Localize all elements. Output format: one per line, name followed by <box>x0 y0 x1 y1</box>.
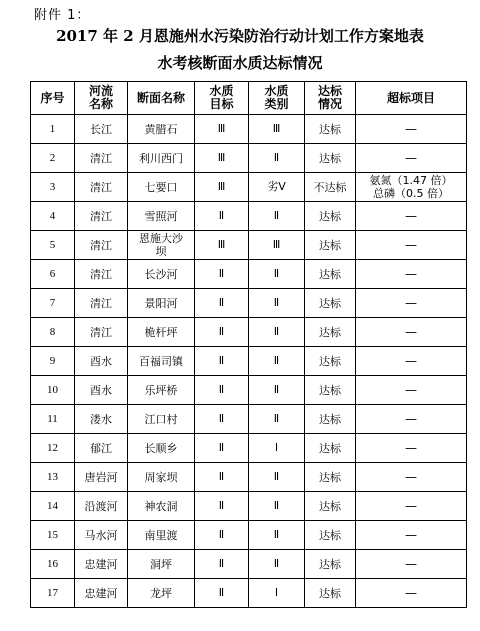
cell-quality-category: Ⅱ <box>249 289 305 318</box>
cell-river-name: 沿渡河 <box>75 492 128 521</box>
document-title-line-1: 2017 年 2 月恩施州水污染防治行动计划工作方案地表 <box>56 27 424 45</box>
column-header-target: 水质 目标 <box>195 82 249 115</box>
cell-section-name: 景阳河 <box>128 289 195 318</box>
cell-compliance-status: 达标 <box>305 260 356 289</box>
cell-quality-category: Ⅱ <box>249 463 305 492</box>
cell-exceeded-items: — <box>356 405 467 434</box>
column-header-seq: 序号 <box>31 82 75 115</box>
cell-seq: 16 <box>31 550 75 579</box>
cell-quality-category: Ⅱ <box>249 492 305 521</box>
cell-compliance-status: 达标 <box>305 144 356 173</box>
cell-target-grade: Ⅱ <box>195 463 249 492</box>
cell-seq: 6 <box>31 260 75 289</box>
cell-quality-category: Ⅱ <box>249 202 305 231</box>
cell-river-name: 郁江 <box>75 434 128 463</box>
table-row <box>31 492 467 521</box>
cell-seq: 8 <box>31 318 75 347</box>
cell-quality-category: Ⅲ <box>249 231 305 260</box>
cell-compliance-status: 不达标 <box>305 173 356 202</box>
table-row <box>31 173 467 202</box>
column-header-river: 河流 名称 <box>75 82 128 115</box>
cell-exceeded-items: — <box>356 492 467 521</box>
cell-exceeded-items: — <box>356 463 467 492</box>
table-row <box>31 318 467 347</box>
cell-compliance-status: 达标 <box>305 550 356 579</box>
cell-quality-category: Ⅰ <box>249 434 305 463</box>
cell-section-name: 黄腊石 <box>128 115 195 144</box>
cell-seq: 9 <box>31 347 75 376</box>
cell-section-name: 长沙河 <box>128 260 195 289</box>
cell-target-grade: Ⅲ <box>195 231 249 260</box>
cell-compliance-status: 达标 <box>305 405 356 434</box>
cell-section-name: 长顺乡 <box>128 434 195 463</box>
cell-target-grade: Ⅱ <box>195 579 249 608</box>
cell-target-grade: Ⅱ <box>195 434 249 463</box>
cell-exceeded-items: — <box>356 260 467 289</box>
cell-compliance-status: 达标 <box>305 231 356 260</box>
cell-seq: 17 <box>31 579 75 608</box>
cell-section-name: 雪照河 <box>128 202 195 231</box>
cell-exceeded-items: — <box>356 347 467 376</box>
cell-river-name: 忠建河 <box>75 579 128 608</box>
column-header-excess: 超标项目 <box>356 82 467 115</box>
cell-river-name: 长江 <box>75 115 128 144</box>
cell-river-name: 唐岩河 <box>75 463 128 492</box>
cell-section-name: 龙坪 <box>128 579 195 608</box>
cell-target-grade: Ⅱ <box>195 376 249 405</box>
cell-section-name: 七要口 <box>128 173 195 202</box>
cell-river-name: 清江 <box>75 260 128 289</box>
cell-seq: 2 <box>31 144 75 173</box>
cell-target-grade: Ⅱ <box>195 492 249 521</box>
cell-target-grade: Ⅱ <box>195 347 249 376</box>
cell-river-name: 清江 <box>75 318 128 347</box>
table-row <box>31 231 467 260</box>
cell-section-name: 周家坝 <box>128 463 195 492</box>
cell-section-name: 百福司镇 <box>128 347 195 376</box>
attachment-label: 附件 1： <box>34 8 91 23</box>
cell-quality-category: 劣Ⅴ <box>249 173 305 202</box>
cell-target-grade: Ⅱ <box>195 202 249 231</box>
cell-river-name: 清江 <box>75 173 128 202</box>
cell-exceeded-items: — <box>356 550 467 579</box>
cell-target-grade: Ⅲ <box>195 173 249 202</box>
cell-section-name: 恩施大沙 坝 <box>128 231 195 260</box>
cell-exceeded-items: — <box>356 434 467 463</box>
table-row <box>31 463 467 492</box>
cell-compliance-status: 达标 <box>305 289 356 318</box>
water-quality-table <box>30 81 467 608</box>
table-header-row <box>31 82 467 115</box>
cell-exceeded-items: — <box>356 521 467 550</box>
cell-section-name: 乐坪桥 <box>128 376 195 405</box>
cell-seq: 3 <box>31 173 75 202</box>
cell-target-grade: Ⅲ <box>195 144 249 173</box>
cell-section-name: 洞坪 <box>128 550 195 579</box>
cell-section-name: 南里渡 <box>128 521 195 550</box>
table-row <box>31 376 467 405</box>
cell-quality-category: Ⅱ <box>249 521 305 550</box>
cell-target-grade: Ⅱ <box>195 318 249 347</box>
cell-river-name: 马水河 <box>75 521 128 550</box>
cell-exceeded-items: — <box>356 579 467 608</box>
cell-compliance-status: 达标 <box>305 579 356 608</box>
table-row <box>31 550 467 579</box>
cell-exceeded-items: — <box>356 115 467 144</box>
table-row <box>31 289 467 318</box>
cell-quality-category: Ⅲ <box>249 115 305 144</box>
cell-compliance-status: 达标 <box>305 376 356 405</box>
cell-target-grade: Ⅲ <box>195 115 249 144</box>
table-row <box>31 579 467 608</box>
cell-target-grade: Ⅱ <box>195 260 249 289</box>
cell-section-name: 利川西门 <box>128 144 195 173</box>
cell-compliance-status: 达标 <box>305 202 356 231</box>
cell-exceeded-items: — <box>356 144 467 173</box>
cell-river-name: 溇水 <box>75 405 128 434</box>
cell-quality-category: Ⅱ <box>249 347 305 376</box>
cell-seq: 1 <box>31 115 75 144</box>
cell-exceeded-items: — <box>356 318 467 347</box>
cell-river-name: 清江 <box>75 231 128 260</box>
cell-compliance-status: 达标 <box>305 434 356 463</box>
cell-seq: 7 <box>31 289 75 318</box>
cell-target-grade: Ⅱ <box>195 289 249 318</box>
cell-section-name: 神农洞 <box>128 492 195 521</box>
cell-quality-category: Ⅰ <box>249 579 305 608</box>
cell-exceeded-items: 氨氮（1.47 倍） 总磷（0.5 倍） <box>356 173 467 202</box>
table-body <box>31 115 467 608</box>
cell-seq: 12 <box>31 434 75 463</box>
cell-quality-category: Ⅱ <box>249 318 305 347</box>
cell-seq: 11 <box>31 405 75 434</box>
cell-exceeded-items: — <box>356 289 467 318</box>
cell-compliance-status: 达标 <box>305 318 356 347</box>
cell-river-name: 清江 <box>75 144 128 173</box>
table-row <box>31 434 467 463</box>
column-header-status: 达标 情况 <box>305 82 356 115</box>
cell-quality-category: Ⅱ <box>249 376 305 405</box>
cell-quality-category: Ⅱ <box>249 405 305 434</box>
cell-seq: 5 <box>31 231 75 260</box>
table-row <box>31 115 467 144</box>
cell-section-name: 江口村 <box>128 405 195 434</box>
cell-exceeded-items: — <box>356 231 467 260</box>
cell-compliance-status: 达标 <box>305 463 356 492</box>
cell-river-name: 清江 <box>75 289 128 318</box>
cell-seq: 10 <box>31 376 75 405</box>
cell-exceeded-items: — <box>356 376 467 405</box>
cell-target-grade: Ⅱ <box>195 521 249 550</box>
column-header-section: 断面名称 <box>128 82 195 115</box>
cell-seq: 14 <box>31 492 75 521</box>
cell-river-name: 酉水 <box>75 347 128 376</box>
table-row <box>31 347 467 376</box>
cell-compliance-status: 达标 <box>305 347 356 376</box>
cell-exceeded-items: — <box>356 202 467 231</box>
cell-seq: 15 <box>31 521 75 550</box>
cell-compliance-status: 达标 <box>305 521 356 550</box>
cell-target-grade: Ⅱ <box>195 550 249 579</box>
table-row <box>31 521 467 550</box>
cell-seq: 4 <box>31 202 75 231</box>
cell-target-grade: Ⅱ <box>195 405 249 434</box>
cell-river-name: 酉水 <box>75 376 128 405</box>
cell-river-name: 忠建河 <box>75 550 128 579</box>
cell-compliance-status: 达标 <box>305 115 356 144</box>
cell-seq: 13 <box>31 463 75 492</box>
table-row <box>31 405 467 434</box>
cell-section-name: 桅杆坪 <box>128 318 195 347</box>
cell-compliance-status: 达标 <box>305 492 356 521</box>
cell-river-name: 清江 <box>75 202 128 231</box>
cell-quality-category: Ⅱ <box>249 260 305 289</box>
table-row <box>31 260 467 289</box>
table-row <box>31 144 467 173</box>
document-title-line-2: 水考核断面水质达标情况 <box>157 54 323 72</box>
cell-quality-category: Ⅱ <box>249 550 305 579</box>
table-row <box>31 202 467 231</box>
cell-quality-category: Ⅱ <box>249 144 305 173</box>
column-header-category: 水质 类别 <box>249 82 305 115</box>
